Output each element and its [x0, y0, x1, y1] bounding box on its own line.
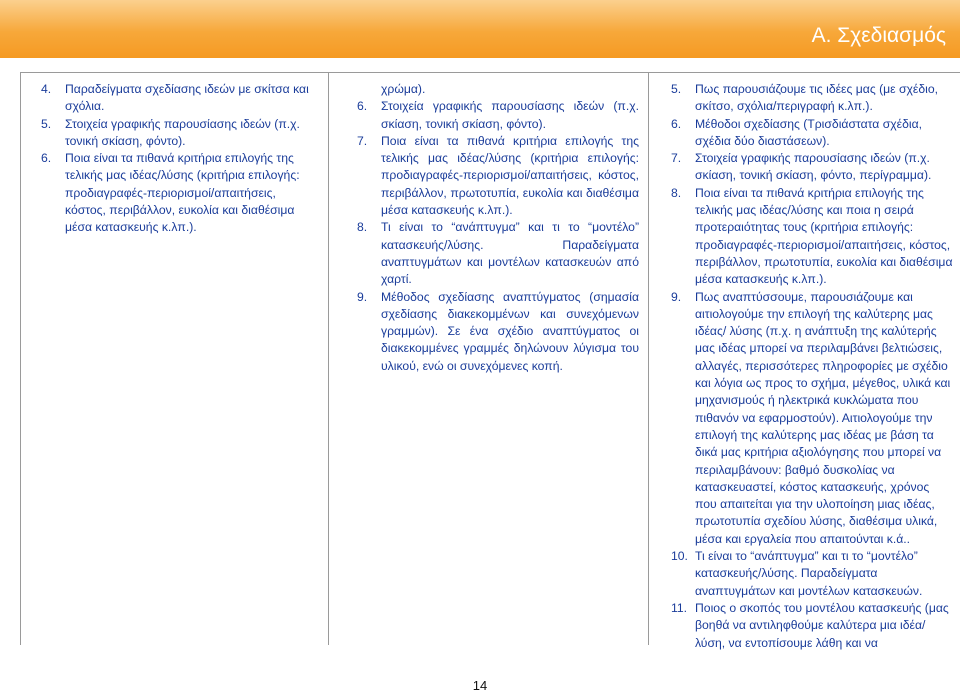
column-divider: [328, 73, 329, 645]
column-divider: [648, 73, 649, 645]
content-table: [20, 72, 960, 650]
column-2: [357, 81, 639, 375]
list-item: 8. Τι είναι το “ανάπτυγμα” και τι το “μοντέλο” κατασκευής/λύσης. Παραδείγματα αναπτυγμάτων και μοντέλων κατασκευών από χαρτί.: [357, 220, 639, 287]
list-item: 11. Ποιος ο σκοπός του μοντέλου κατασκευής (μας βοηθά να αντιληφθούμε καλύτερα μια ιδέα/λύση, να εντοπίσουμε λάθη και να: [671, 600, 949, 650]
section-title: Α. Σχεδιασμός: [811, 24, 946, 47]
list-item: 4. Παραδείγματα σχεδίασης ιδεών με σκίτσα και σχόλια.: [41, 82, 309, 114]
column-1: [41, 81, 317, 237]
continuation-text: χρώμα).: [381, 82, 426, 96]
list-item: 10. Τι είναι το “ανάπτυγμα” και τι το “μοντέλο” κατασκευής/λύσης. Παραδείγματα αναπτυγμάτων και μοντέλων κατασκευών.: [671, 549, 923, 598]
column-3: [671, 81, 953, 652]
list-item: 6. Μέθοδοι σχεδίασης (Τρισδιάστατα σχέδια, σχέδια δύο διαστάσεων).: [671, 116, 923, 148]
list-item: 5. Πως παρουσιάζουμε τις ιδέες μας (με σχέδιο, σκίτσο, σχόλια/περιγραφή κ.λπ.).: [671, 82, 938, 114]
topic-list: [41, 81, 317, 237]
list-item: 8. Ποια είναι τα πιθανά κριτήρια επιλογής της τελικής μας ιδέας/λύσης και ποια η σειρά προτεραιότητας τους (κριτήρια επιλογής: προδιαγραφές-περιορισμοί/απαιτήσεις, κόστος, περιβάλλον, πρωτοτυπία, ευκολία και διαθέσιμα μέσα κατασκευής κ.λπ.).: [671, 185, 953, 287]
list-item: 9. Μέθοδος σχεδίασης αναπτύγματος (σημασία σχεδίασης διακεκομμένων και συνεχόμενων γραμμών). Σε ένα σχέδιο αναπτύγματος οι διακεκομμένες γραμμές δηλώνουν λύγισμα του υλικού, ενώ οι συνεχόμενες κοπή.: [357, 289, 639, 373]
header-banner: [0, 0, 960, 58]
list-item: 7. Ποια είναι τα πιθανά κριτήρια επιλογής της τελικής μας ιδέας/λύσης (κριτήρια επιλογής: προδιαγραφές-περιορισμοί/απαιτήσεις, κόστος, περιβάλλον, πρωτοτυπία, ευκολία και διαθέσιμα μέσα κατασκευής κ.λπ.).: [357, 133, 639, 218]
list-item: 6. Ποια είναι τα πιθανά κριτήρια επιλογής της τελικής μας ιδέας/λύσης (κριτήρια επιλογής: προδιαγραφές-περιορισμοί/απαιτήσεις, κόστος, περιβάλλον, ευκολία και διαθέσιμα μέσα κατασκευής κ.λπ.).: [41, 151, 300, 235]
topic-list: [357, 98, 639, 375]
list-item: 9. Πως αναπτύσσουμε, παρουσιάζουμε και αιτιολογούμε την επιλογή της καλύτερης μας ιδέας/ λύσης (π.χ. η ανάπτυξη της καλύτερής μας ιδέας μπορεί να περιλαμβάνει βελτιώσεις, αλλαγές, περισσότερες πληροφορίες με σχέδιο και λόγια ως προς το σχήμα, μέγεθος, υλικά και μηχανισμούς ή ηλεκτρικά κυκλώματα που πιθανόν να εφαρμοστούν). Αιτιολογούμε την επιλογή της καλύτερης μας ιδέας με βάση τα δικά μας κριτήρια αξιολόγησης που μπορεί να περιλαμβάνουν: βαθμό δυσκολίας να κατασκευαστεί, κόστος κατασκευής, χρόνος που απαιτείται για την υλοποίηση μιας ιδέας, πρωτοτυπία σχεδίου λύσης, διαθέσιμα υλικά, μέσα και εργαλεία που απαιτούνται κ.ά..: [671, 289, 951, 546]
list-item: 5. Στοιχεία γραφικής παρουσίασης ιδεών (π.χ. τονική σκίαση, φόντο).: [41, 116, 300, 148]
list-item: 6. Στοιχεία γραφικής παρουσίασης ιδεών (π.χ. σκίαση, τονική σκίαση, φόντο).: [357, 99, 639, 131]
page-number: 14: [472, 678, 488, 693]
list-item: 7. Στοιχεία γραφικής παρουσίασης ιδεών (π.χ. σκίαση, τονική σκίαση, φόντο, περίγραμμα).: [671, 151, 932, 183]
topic-list: [671, 81, 953, 652]
